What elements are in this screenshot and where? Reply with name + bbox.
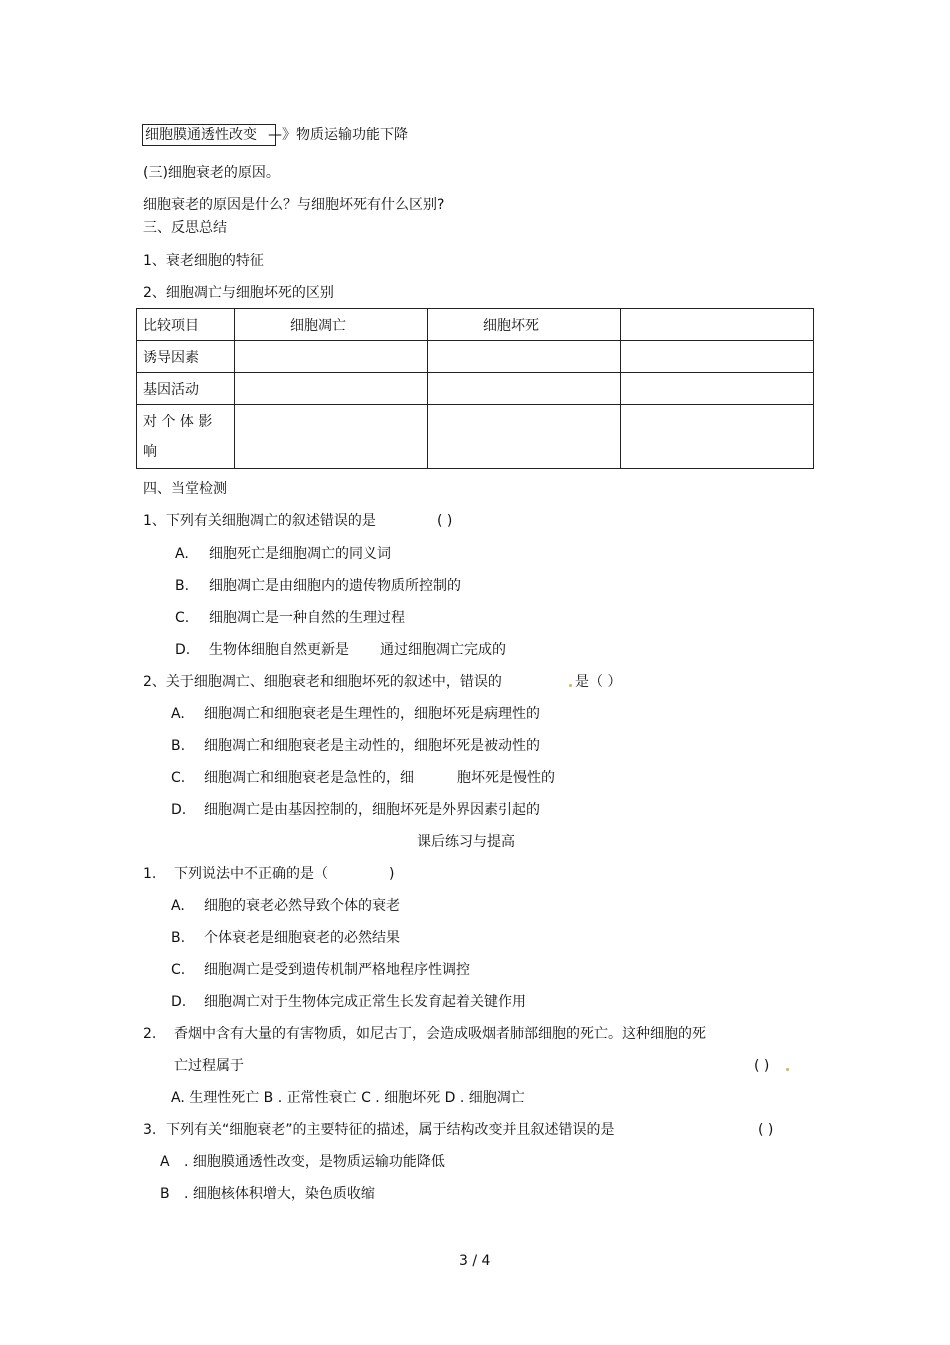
p2-stem-cont: 亡过程属于 [174,1058,244,1074]
p1-option-c-letter: C. [171,962,186,978]
q2-option-c-text-cont: 胞坏死是慢性的 [457,770,555,786]
table-header-cell [621,309,814,341]
p1-num: 1. [143,866,157,882]
section-3-item-1: 1、衰老细胞的特征 [143,253,264,269]
section-reason-question: 细胞衰老的原因是什么？与细胞坏死有什么区别? [143,197,445,213]
q2-option-a-letter: A. [171,706,185,722]
section-reason-title: (三)细胞衰老的原因。 [143,165,280,181]
p1-option-b-letter: B. [171,930,186,946]
table-cell [428,341,621,373]
p1-paren-end: ) [389,866,395,882]
table-cell [621,405,814,469]
p2-paren: ( ) [754,1058,770,1074]
boxed-term: 细胞膜通透性改变 [145,127,257,143]
p1-option-a-letter: A. [171,898,185,914]
p3-option-a-letter: A [160,1154,170,1170]
table-cell-line: 对 个 体 影 [143,413,213,430]
p1-option-a-text: 细胞的衰老必然导致个体的衰老 [204,898,400,914]
q1-option-a-text: 细胞死亡是细胞凋亡的同义词 [209,546,391,562]
table-header-cell: 细胞坏死 [428,309,621,341]
p1-option-d-letter: D. [171,994,187,1010]
q2-option-d-text: 细胞凋亡是由基因控制的，细胞坏死是外界因素引起的 [204,802,540,818]
q2-stem: 2、关于细胞凋亡、细胞衰老和细胞坏死的叙述中，错误的 [143,674,502,690]
table-cell [621,341,814,373]
q1-option-b-text: 细胞凋亡是由细胞内的遗传物质所控制的 [209,578,461,594]
table-row [137,341,814,373]
p3-option-a-text: . 细胞膜通透性改变，是物质运输功能降低 [184,1154,445,1170]
p1-option-c-text: 细胞凋亡是受到遗传机制严格地程序性调控 [204,962,470,978]
table-cell [428,373,621,405]
table-row [137,373,814,405]
section-3-item-2: 2、细胞凋亡与细胞坏死的区别 [143,285,334,301]
p1-option-b-text: 个体衰老是细胞衰老的必然结果 [204,930,400,946]
comparison-table [136,308,814,469]
table-cell [235,373,428,405]
table-cell: 诱导因素 [137,341,235,373]
speck-mark [786,1068,789,1071]
q1-option-c-letter: C. [175,610,190,626]
q2-option-b-text: 细胞凋亡和细胞衰老是主动性的，细胞坏死是被动性的 [204,738,540,754]
p3-stem: 下列有关“细胞衰老”的主要特征的描述，属于结构改变并且叙述错误的是 [166,1122,615,1138]
q2-option-b-letter: B. [171,738,186,754]
table-header-cell: 细胞凋亡 [235,309,428,341]
table-header-row [137,309,814,341]
p3-num: 3. [143,1122,157,1138]
table-cell [235,341,428,373]
section-3-title: 三、反思总结 [143,220,227,236]
q2-option-a-text: 细胞凋亡和细胞衰老是生理性的，细胞坏死是病理性的 [204,706,540,722]
q1-option-c-text: 细胞凋亡是一种自然的生理过程 [209,610,405,626]
p1-stem: 下列说法中不正确的是（ [174,866,328,882]
q1-paren: ( ) [437,513,453,529]
speck-mark [569,684,572,687]
q1-option-a-letter: A. [175,546,189,562]
q1-stem: 1、下列有关细胞凋亡的叙述错误的是 [143,513,376,529]
p2-num: 2. [143,1026,157,1042]
q1-option-d-text-cont: 通过细胞凋亡完成的 [380,642,506,658]
table-cell-line: 响 [143,443,157,460]
p3-option-b-letter: B [160,1186,170,1202]
arrow-text: —》物质运输功能下降 [268,127,408,143]
section-4-title: 四、当堂检测 [143,481,227,497]
table-cell [621,373,814,405]
q1-option-d-letter: D. [175,642,191,658]
p2-options: A. 生理性死亡 B . 正常性衰亡 C . 细胞坏死 D . 细胞凋亡 [171,1090,525,1106]
q2-option-c-letter: C. [171,770,186,786]
table-header-cell: 比较项目 [137,309,235,341]
after-class-title: 课后练习与提高 [417,834,515,850]
p3-option-b-text: . 细胞核体积增大，染色质收缩 [184,1186,375,1202]
q1-option-b-letter: B. [175,578,190,594]
table-cell [428,405,621,469]
table-cell [235,405,428,469]
p1-option-d-text: 细胞凋亡对于生物体完成正常生长发育起着关键作用 [204,994,526,1010]
p2-stem: 香烟中含有大量的有害物质，如尼古丁，会造成吸烟者肺部细胞的死亡。这种细胞的死 [174,1026,706,1042]
q1-option-d-text: 生物体细胞自然更新是 [209,642,349,658]
table-row [137,405,814,469]
q2-option-c-text: 细胞凋亡和细胞衰老是急性的，细 [204,770,414,786]
table-cell [137,405,235,469]
p3-paren: ( ) [758,1122,774,1138]
q2-option-d-letter: D. [171,802,187,818]
q2-stem-end: 是（ ） [575,674,622,690]
page-number: 3 / 4 [459,1253,491,1269]
table-cell: 基因活动 [137,373,235,405]
